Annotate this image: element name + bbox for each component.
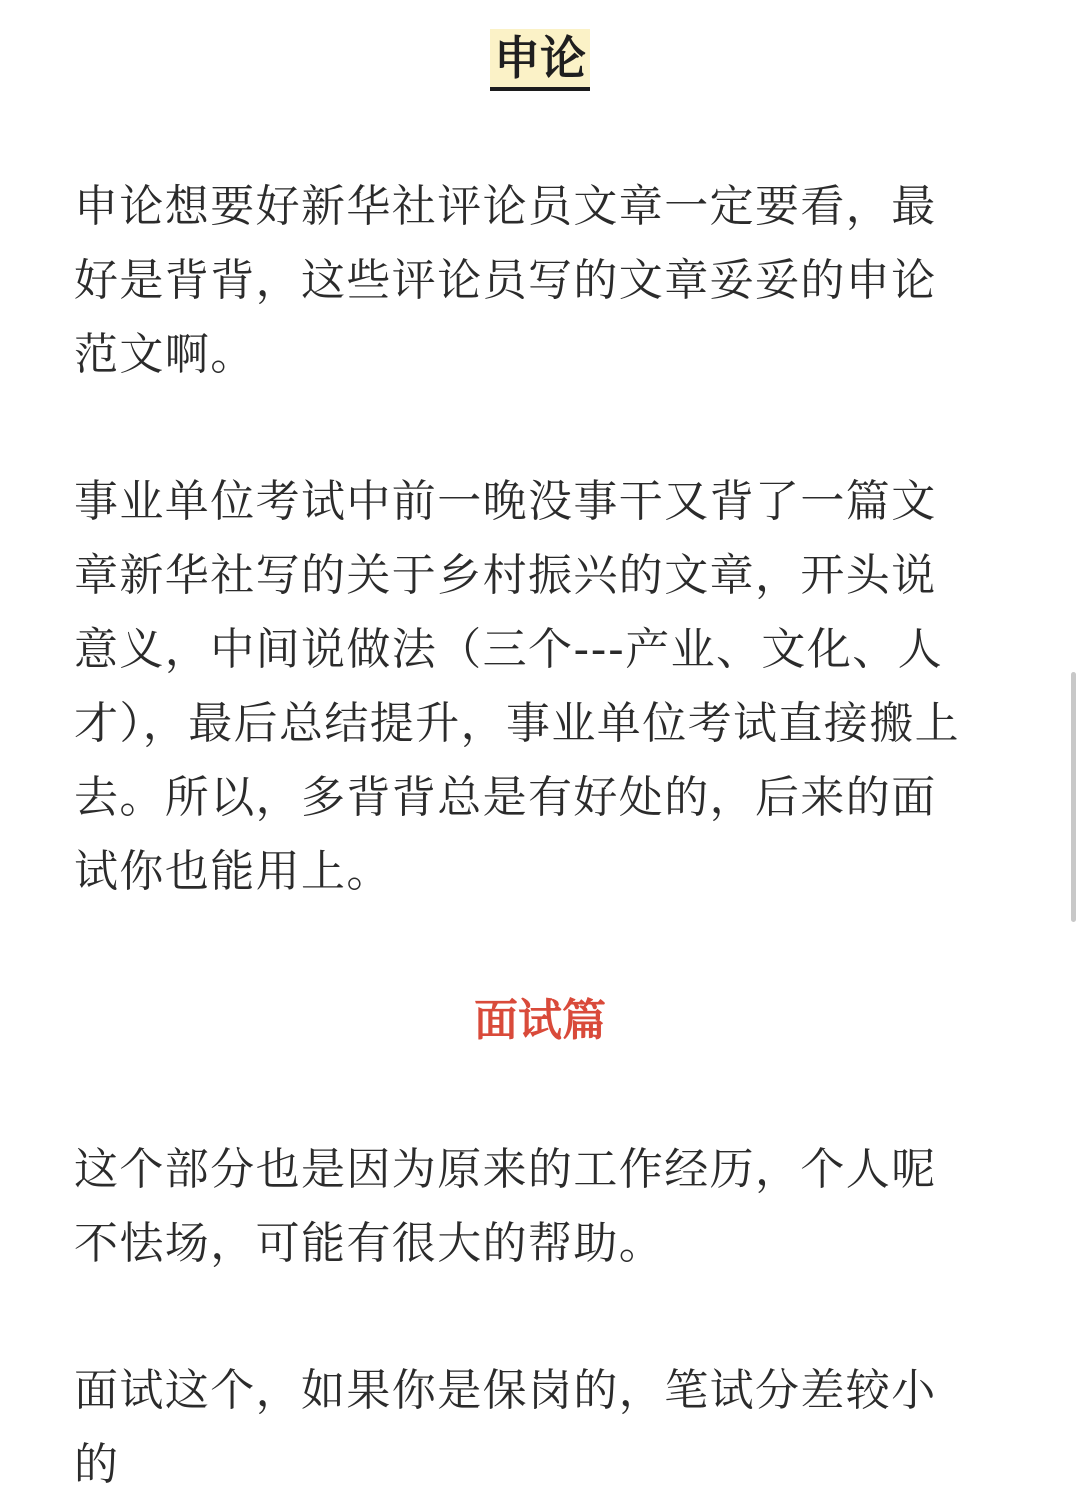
vertical-scrollbar[interactable] xyxy=(1071,672,1076,922)
section-heading-interview xyxy=(0,992,1080,1050)
paragraph-shenlun-2: 事业单位考试中前一晚没事干又背了一篇文章新华社写的关于乡村振兴的文章，开头说意义，中间说做法（三个---产业、文化、人才），最后总结提升，事业单位考试直接搬上去。所以，多背背总是有好处的，后来的面试你也能用上。 xyxy=(74,476,960,897)
paragraph-interview-1: 这个部分也是因为原来的工作经历，个人呢不怯场，可能有很大的帮助。 xyxy=(74,1144,937,1269)
paragraph-shenlun-1: 申论想要好新华社评论员文章一定要看，最好是背背，这些评论员写的文章妥妥的申论范文啊。 xyxy=(74,181,937,380)
heading-shenlun-title: 申论 xyxy=(490,29,590,91)
section-heading-shenlun xyxy=(0,29,1080,91)
heading-interview-title: 面试篇 xyxy=(474,995,606,1046)
paragraph-interview-2: 面试这个，如果你是保岗的，笔试分差较小的 xyxy=(74,1365,937,1490)
